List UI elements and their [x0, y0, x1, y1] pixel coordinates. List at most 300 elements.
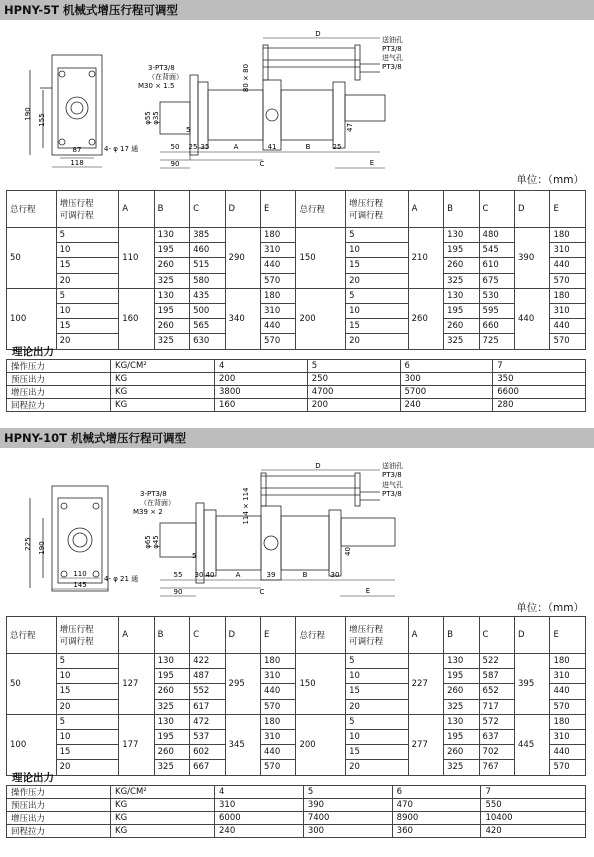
cell-d: 395	[515, 654, 550, 715]
cell-e: 570	[550, 334, 586, 349]
output-value: 3800	[215, 386, 308, 399]
cell-boost-stroke: 15	[56, 684, 119, 699]
cell-e: 570	[261, 334, 296, 349]
cell-e: 440	[261, 258, 296, 273]
output-unit: KG	[111, 399, 215, 412]
spec-table-5t	[6, 190, 586, 350]
cell-c: 522	[479, 654, 514, 669]
output-value: 10400	[481, 812, 586, 825]
dim-50-5t: 50	[170, 143, 180, 151]
cell-d: 440	[515, 288, 550, 349]
table-row	[7, 228, 586, 243]
output-value: 350	[493, 373, 586, 386]
output-value: 550	[481, 799, 586, 812]
output-unit: KG/CM²	[111, 786, 215, 799]
dim-c-5t: C	[259, 160, 265, 168]
hdr-stroke: 增压行程 可调行程	[346, 191, 409, 228]
cell-d: 290	[225, 228, 260, 289]
cell-boost-stroke: 5	[56, 288, 119, 303]
cell-total-stroke: 100	[7, 714, 57, 775]
cell-b: 325	[154, 334, 189, 349]
cell-total-stroke: 100	[7, 288, 57, 349]
cell-c: 667	[190, 760, 225, 775]
end-view-5t	[30, 55, 102, 155]
dim-c-10t: C	[259, 588, 265, 596]
output-value: 310	[215, 799, 304, 812]
cell-boost-stroke: 20	[56, 760, 119, 775]
dim-145-10t: 145	[73, 581, 87, 589]
cell-e: 570	[261, 273, 296, 288]
cell-e: 440	[261, 319, 296, 334]
cell-a: 210	[408, 228, 443, 289]
dim-b-10t: B	[302, 571, 308, 579]
cell-c: 725	[479, 334, 514, 349]
dim-190-5t: 190	[24, 107, 32, 121]
cell-e: 180	[261, 288, 296, 303]
cell-e: 440	[261, 684, 296, 699]
cell-b: 195	[154, 669, 189, 684]
output-value: 200	[215, 373, 308, 386]
cell-boost-stroke: 15	[56, 745, 119, 760]
cell-e: 310	[261, 243, 296, 258]
cell-b: 260	[444, 319, 479, 334]
output-value: 5	[307, 360, 400, 373]
cell-boost-stroke: 10	[346, 729, 409, 744]
dim-phi65-10t: φ65	[144, 535, 152, 549]
cell-boost-stroke: 20	[346, 334, 409, 349]
hdr-e: E	[550, 617, 586, 654]
unit-label-10t: 单位：（mm）	[516, 602, 584, 614]
dim-e-5t: E	[369, 159, 375, 167]
cell-a: 127	[119, 654, 154, 715]
cell-b: 325	[444, 760, 479, 775]
cell-c: 515	[190, 258, 225, 273]
cell-b: 260	[154, 319, 189, 334]
output-value: 5	[303, 786, 392, 799]
cell-d: 340	[225, 288, 260, 349]
thread-m-5t: M30 × 1.5	[138, 82, 175, 90]
cell-c: 595	[479, 303, 514, 318]
output-unit: KG	[111, 812, 215, 825]
cell-a: 110	[119, 228, 154, 289]
cell-d: 345	[225, 714, 260, 775]
dim-110-10t: 110	[73, 570, 87, 578]
port1-5t: 送油孔	[382, 36, 403, 44]
cell-c: 717	[479, 699, 514, 714]
dim-39-10t: 39	[266, 571, 276, 579]
output-table-5t	[6, 359, 586, 412]
cell-boost-stroke: 5	[346, 288, 409, 303]
cell-boost-stroke: 20	[346, 760, 409, 775]
cell-boost-stroke: 10	[56, 669, 119, 684]
cell-c: 460	[190, 243, 225, 258]
output-value: 4700	[307, 386, 400, 399]
cell-d: 295	[225, 654, 260, 715]
cell-b: 195	[154, 243, 189, 258]
cell-boost-stroke: 20	[56, 273, 119, 288]
cell-b: 130	[444, 228, 479, 243]
dim-5-5t: 5	[186, 126, 191, 134]
cell-c: 602	[190, 745, 225, 760]
cell-total-stroke: 150	[296, 654, 346, 715]
dim-e-10t: E	[365, 587, 371, 595]
cell-b: 195	[154, 729, 189, 744]
output-value: 240	[215, 825, 304, 838]
cell-b: 325	[444, 334, 479, 349]
output-value: 280	[493, 399, 586, 412]
thread-note-10t: （在背面）	[140, 499, 175, 507]
cell-total-stroke: 200	[296, 714, 346, 775]
cell-boost-stroke: 5	[346, 654, 409, 669]
cell-boost-stroke: 15	[346, 258, 409, 273]
cell-boost-stroke: 15	[346, 684, 409, 699]
hdr-a: A	[408, 191, 443, 228]
spec-table-10t	[6, 616, 586, 776]
dim-top-5t: 80 × 80	[242, 63, 250, 93]
cell-e: 180	[261, 228, 296, 243]
thread-note-5t: （在背面）	[148, 73, 183, 81]
output-value: 7	[481, 786, 586, 799]
cell-e: 180	[550, 288, 586, 303]
cell-c: 660	[479, 319, 514, 334]
cell-c: 702	[479, 745, 514, 760]
cell-boost-stroke: 20	[56, 334, 119, 349]
cell-e: 570	[550, 273, 586, 288]
side-view-5t	[160, 45, 385, 155]
cell-e: 180	[550, 228, 586, 243]
cell-e: 310	[550, 729, 586, 744]
hdr-a: A	[408, 617, 443, 654]
dim-40a-10t: 40	[205, 571, 215, 579]
cell-b: 195	[444, 243, 479, 258]
thread-m-10t: M39 × 2	[133, 508, 163, 516]
port2-5t: 进气孔	[382, 54, 403, 62]
section-title-10t: HPNY-10T 机械式增压行程可调型	[0, 428, 594, 448]
cell-boost-stroke: 10	[56, 243, 119, 258]
output-unit: KG	[111, 373, 215, 386]
cell-b: 325	[154, 273, 189, 288]
cell-e: 180	[550, 714, 586, 729]
cell-e: 310	[261, 669, 296, 684]
dim-a-10t: A	[235, 571, 241, 579]
hdr-c: C	[190, 191, 225, 228]
cell-a: 277	[408, 714, 443, 775]
cell-c: 472	[190, 714, 225, 729]
cell-b: 130	[444, 654, 479, 669]
cell-b: 325	[154, 699, 189, 714]
output-title-10t: 理论出力	[12, 772, 54, 784]
dim-5-10t: 5	[192, 552, 197, 560]
output-label: 操作压力	[7, 786, 111, 799]
cell-b: 325	[154, 760, 189, 775]
cell-c: 530	[479, 288, 514, 303]
cell-boost-stroke: 10	[346, 669, 409, 684]
cell-boost-stroke: 20	[346, 273, 409, 288]
output-value: 6600	[493, 386, 586, 399]
cell-boost-stroke: 5	[346, 714, 409, 729]
dim-40-10t: 40	[344, 547, 352, 556]
dim-155-5t: 155	[38, 113, 46, 127]
dim-90-5t: 90	[170, 160, 180, 168]
port2b-10t: PT3/8	[382, 490, 402, 498]
dim-d-10t: D	[315, 462, 321, 470]
cell-boost-stroke: 10	[56, 303, 119, 318]
port1b-10t: PT3/8	[382, 471, 402, 479]
output-label: 预压出力	[7, 373, 111, 386]
output-unit: KG	[111, 799, 215, 812]
output-row	[7, 386, 586, 399]
hdr-total: 总行程	[7, 191, 57, 228]
hdr-a: A	[119, 191, 154, 228]
cell-e: 180	[261, 714, 296, 729]
cell-b: 325	[444, 273, 479, 288]
cell-e: 440	[261, 745, 296, 760]
cell-boost-stroke: 10	[56, 729, 119, 744]
output-value: 4	[215, 786, 304, 799]
cell-b: 260	[444, 258, 479, 273]
output-label: 回程拉力	[7, 825, 111, 838]
cell-c: 385	[190, 228, 225, 243]
output-value: 4	[215, 360, 308, 373]
hdr-b: B	[444, 617, 479, 654]
hdr-total: 总行程	[296, 191, 346, 228]
cell-d: 390	[515, 228, 550, 289]
dim-35-5t: 35	[200, 143, 210, 151]
hdr-e: E	[550, 191, 586, 228]
hdr-e: E	[261, 617, 296, 654]
cell-e: 570	[550, 760, 586, 775]
hdr-c: C	[479, 617, 514, 654]
output-value: 360	[392, 825, 481, 838]
dim-41-5t: 41	[267, 143, 277, 151]
cell-b: 195	[154, 303, 189, 318]
hdr-d: D	[515, 191, 550, 228]
cell-boost-stroke: 20	[346, 699, 409, 714]
cell-boost-stroke: 5	[56, 654, 119, 669]
hdr-b: B	[154, 617, 189, 654]
cell-total-stroke: 150	[296, 228, 346, 289]
cell-b: 130	[154, 714, 189, 729]
cell-c: 652	[479, 684, 514, 699]
dim-25a-5t: 25	[188, 143, 198, 151]
output-value: 7400	[303, 812, 392, 825]
cell-b: 130	[154, 654, 189, 669]
hdr-d: D	[515, 617, 550, 654]
output-value: 240	[400, 399, 493, 412]
dim-55-10t: 55	[173, 571, 183, 579]
hdr-a: A	[119, 617, 154, 654]
dim-holes-10t: 4- φ 21 通	[104, 575, 139, 583]
cell-c: 675	[479, 273, 514, 288]
hdr-total: 总行程	[296, 617, 346, 654]
hdr-b: B	[444, 191, 479, 228]
hdr-d: D	[225, 617, 260, 654]
thread-top-10t: 3-PT3/8	[140, 490, 167, 498]
output-row	[7, 825, 586, 838]
cell-c: 537	[190, 729, 225, 744]
output-row	[7, 360, 586, 373]
cell-boost-stroke: 15	[346, 319, 409, 334]
cell-b: 260	[444, 745, 479, 760]
cell-b: 195	[444, 303, 479, 318]
output-value: 300	[303, 825, 392, 838]
hdr-e: E	[261, 191, 296, 228]
dim-225-10t: 225	[24, 537, 32, 551]
cell-a: 227	[408, 654, 443, 715]
dim-30a-10t: 30	[194, 571, 204, 579]
cell-c: 617	[190, 699, 225, 714]
side-view-10t	[160, 473, 395, 583]
output-value: 6	[400, 360, 493, 373]
dim-90-10t: 90	[173, 588, 183, 596]
cell-c: 480	[479, 228, 514, 243]
cell-c: 630	[190, 334, 225, 349]
cell-b: 325	[444, 699, 479, 714]
dim-phi55-5t: φ55	[144, 111, 152, 125]
cell-total-stroke: 50	[7, 228, 57, 289]
cell-e: 180	[550, 654, 586, 669]
cell-c: 565	[190, 319, 225, 334]
dim-118-5t: 118	[70, 159, 84, 167]
dim-b-5t: B	[305, 143, 311, 151]
cell-e: 440	[550, 745, 586, 760]
hdr-stroke: 增压行程 可调行程	[56, 191, 119, 228]
output-value: 300	[400, 373, 493, 386]
output-table-10t	[6, 785, 586, 838]
cell-b: 130	[444, 714, 479, 729]
output-value: 470	[392, 799, 481, 812]
cell-boost-stroke: 10	[346, 243, 409, 258]
hdr-stroke: 增压行程 可调行程	[56, 617, 119, 654]
output-unit: KG	[111, 825, 215, 838]
dim-phi45-10t: φ45	[152, 535, 160, 549]
output-row	[7, 373, 586, 386]
cell-b: 260	[154, 684, 189, 699]
dim-47-5t: 47	[346, 123, 354, 132]
hdr-c: C	[190, 617, 225, 654]
cell-c: 580	[190, 273, 225, 288]
output-value: 7	[493, 360, 586, 373]
output-value: 8900	[392, 812, 481, 825]
output-label: 增压出力	[7, 386, 111, 399]
output-value: 420	[481, 825, 586, 838]
hdr-stroke: 增压行程 可调行程	[346, 617, 409, 654]
cell-boost-stroke: 5	[56, 714, 119, 729]
cell-e: 180	[261, 654, 296, 669]
output-value: 200	[307, 399, 400, 412]
hdr-total: 总行程	[7, 617, 57, 654]
cell-e: 570	[550, 699, 586, 714]
cell-b: 130	[444, 288, 479, 303]
cell-e: 310	[550, 303, 586, 318]
output-label: 操作压力	[7, 360, 111, 373]
cell-boost-stroke: 5	[346, 228, 409, 243]
output-value: 5700	[400, 386, 493, 399]
cell-c: 637	[479, 729, 514, 744]
port2-10t: 进气孔	[382, 481, 403, 489]
cell-boost-stroke: 15	[56, 258, 119, 273]
cell-c: 435	[190, 288, 225, 303]
output-label: 预压出力	[7, 799, 111, 812]
cell-total-stroke: 50	[7, 654, 57, 715]
cell-a: 177	[119, 714, 154, 775]
output-label: 增压出力	[7, 812, 111, 825]
cell-e: 570	[261, 699, 296, 714]
output-row	[7, 786, 586, 799]
cell-c: 587	[479, 669, 514, 684]
cell-boost-stroke: 15	[346, 745, 409, 760]
dim-87-5t: 87	[72, 146, 82, 154]
hdr-b: B	[154, 191, 189, 228]
cell-d: 445	[515, 714, 550, 775]
cell-boost-stroke: 20	[56, 699, 119, 714]
cell-c: 545	[479, 243, 514, 258]
output-value: 6000	[215, 812, 304, 825]
hdr-d: D	[225, 191, 260, 228]
cell-e: 570	[261, 760, 296, 775]
dim-30b-10t: 30	[330, 571, 340, 579]
end-view-10t	[30, 486, 108, 591]
table-row	[7, 288, 586, 303]
dim-190-10t: 190	[38, 541, 46, 555]
port2b-5t: PT3/8	[382, 63, 402, 71]
cell-a: 260	[408, 288, 443, 349]
cell-total-stroke: 200	[296, 288, 346, 349]
cell-e: 310	[261, 303, 296, 318]
cell-e: 310	[550, 669, 586, 684]
drawing-5t	[0, 20, 594, 170]
port1b-5t: PT3/8	[382, 45, 402, 53]
cell-e: 440	[550, 258, 586, 273]
dim-a-5t: A	[233, 143, 239, 151]
dim-phi35-5t: φ35	[152, 111, 160, 125]
output-unit: KG/CM²	[111, 360, 215, 373]
output-value: 6	[392, 786, 481, 799]
cell-b: 260	[154, 745, 189, 760]
cell-c: 422	[190, 654, 225, 669]
cell-c: 610	[479, 258, 514, 273]
output-unit: KG	[111, 386, 215, 399]
table-row	[7, 654, 586, 669]
dim-top-10t: 114 × 114	[242, 487, 250, 525]
cell-c: 767	[479, 760, 514, 775]
cell-c: 500	[190, 303, 225, 318]
unit-label-5t: 单位：（mm）	[516, 174, 584, 186]
hdr-c: C	[479, 191, 514, 228]
cell-c: 552	[190, 684, 225, 699]
cell-boost-stroke: 10	[346, 303, 409, 318]
cell-b: 195	[444, 669, 479, 684]
thread-top-5t: 3-PT3/8	[148, 64, 175, 72]
output-value: 160	[215, 399, 308, 412]
output-row	[7, 799, 586, 812]
port1-10t: 送油孔	[382, 462, 403, 470]
dim-25b-5t: 25	[332, 143, 342, 151]
dim-d-5t: D	[315, 30, 321, 38]
cell-b: 195	[444, 729, 479, 744]
cell-a: 160	[119, 288, 154, 349]
cell-boost-stroke: 5	[56, 228, 119, 243]
cell-e: 440	[550, 684, 586, 699]
cell-b: 260	[444, 684, 479, 699]
cell-e: 310	[550, 243, 586, 258]
output-row	[7, 399, 586, 412]
cell-b: 260	[154, 258, 189, 273]
table-row	[7, 714, 586, 729]
cell-b: 130	[154, 228, 189, 243]
drawing-10t	[0, 448, 594, 598]
dim-holes-5t: 4- φ 17 通	[104, 145, 139, 153]
